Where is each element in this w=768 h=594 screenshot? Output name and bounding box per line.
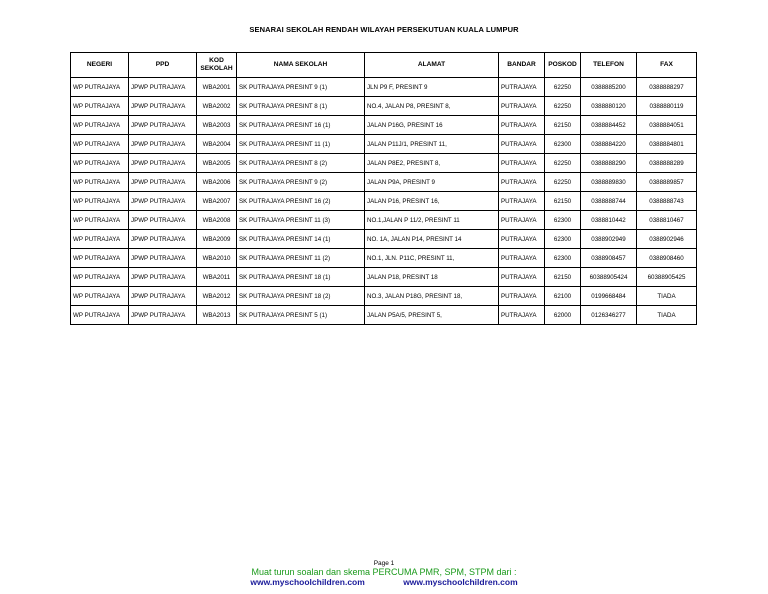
cell-fax: 0388889857 <box>637 173 697 192</box>
cell-bandar: PUTRAJAYA <box>499 211 545 230</box>
cell-bandar: PUTRAJAYA <box>499 287 545 306</box>
cell-alamat: JALAN P16G, PRESINT 16 <box>365 116 499 135</box>
cell-poskod: 62300 <box>545 135 581 154</box>
cell-negeri: WP PUTRAJAYA <box>71 230 129 249</box>
cell-negeri: WP PUTRAJAYA <box>71 268 129 287</box>
cell-alamat: NO.4, JALAN P8, PRESINT 8, <box>365 97 499 116</box>
cell-negeri: WP PUTRAJAYA <box>71 135 129 154</box>
cell-kod-sekolah: WBA2013 <box>197 306 237 325</box>
cell-alamat: NO.1, JLN. P11C, PRESINT 11, <box>365 249 499 268</box>
cell-kod-sekolah: WBA2010 <box>197 249 237 268</box>
cell-negeri: WP PUTRAJAYA <box>71 154 129 173</box>
cell-negeri: WP PUTRAJAYA <box>71 116 129 135</box>
website-link[interactable]: www.myschoolchildren.com <box>403 577 518 587</box>
cell-telefon: 0388885200 <box>581 78 637 97</box>
table-row <box>71 211 697 230</box>
cell-negeri: WP PUTRAJAYA <box>71 306 129 325</box>
column-header-ppd: PPD <box>129 53 197 78</box>
cell-ppd: JPWP PUTRAJAYA <box>129 287 197 306</box>
cell-kod-sekolah: WBA2006 <box>197 173 237 192</box>
cell-fax: 0388884801 <box>637 135 697 154</box>
column-header-alamat: ALAMAT <box>365 53 499 78</box>
cell-poskod: 62150 <box>545 268 581 287</box>
cell-kod-sekolah: WBA2007 <box>197 192 237 211</box>
table-header-row <box>71 53 697 78</box>
cell-bandar: PUTRAJAYA <box>499 154 545 173</box>
cell-kod-sekolah: WBA2011 <box>197 268 237 287</box>
table-row <box>71 249 697 268</box>
cell-nama-sekolah: SK PUTRAJAYA PRESINT 16 (2) <box>237 192 365 211</box>
cell-fax: 0388810467 <box>637 211 697 230</box>
cell-nama-sekolah: SK PUTRAJAYA PRESINT 11 (1) <box>237 135 365 154</box>
cell-bandar: PUTRAJAYA <box>499 268 545 287</box>
page-number: Page 1 <box>373 560 395 567</box>
cell-poskod: 62100 <box>545 287 581 306</box>
cell-telefon: 60388905424 <box>581 268 637 287</box>
cell-nama-sekolah: SK PUTRAJAYA PRESINT 18 (2) <box>237 287 365 306</box>
column-header-nama-sekolah: NAMA SEKOLAH <box>237 53 365 78</box>
cell-nama-sekolah: SK PUTRAJAYA PRESINT 9 (2) <box>237 173 365 192</box>
cell-nama-sekolah: SK PUTRAJAYA PRESINT 14 (1) <box>237 230 365 249</box>
table-row <box>71 192 697 211</box>
table-row <box>71 154 697 173</box>
cell-ppd: JPWP PUTRAJAYA <box>129 230 197 249</box>
cell-poskod: 62150 <box>545 116 581 135</box>
cell-nama-sekolah: SK PUTRAJAYA PRESINT 8 (1) <box>237 97 365 116</box>
cell-ppd: JPWP PUTRAJAYA <box>129 116 197 135</box>
cell-ppd: JPWP PUTRAJAYA <box>129 306 197 325</box>
column-header-negeri: NEGERI <box>71 53 129 78</box>
cell-telefon: 0388884220 <box>581 135 637 154</box>
document-title: SENARAI SEKOLAH RENDAH WILAYAH PERSEKUTUAN KUALA LUMPUR <box>249 25 519 34</box>
cell-poskod: 62250 <box>545 154 581 173</box>
table-row <box>71 287 697 306</box>
cell-alamat: NO. 1A, JALAN P14, PRESINT 14 <box>365 230 499 249</box>
cell-ppd: JPWP PUTRAJAYA <box>129 97 197 116</box>
cell-bandar: PUTRAJAYA <box>499 135 545 154</box>
cell-ppd: JPWP PUTRAJAYA <box>129 173 197 192</box>
cell-telefon: 0388902949 <box>581 230 637 249</box>
cell-negeri: WP PUTRAJAYA <box>71 78 129 97</box>
cell-ppd: JPWP PUTRAJAYA <box>129 154 197 173</box>
cell-alamat: JALAN P16, PRESINT 16, <box>365 192 499 211</box>
cell-nama-sekolah: SK PUTRAJAYA PRESINT 11 (2) <box>237 249 365 268</box>
table-row <box>71 116 697 135</box>
cell-alamat: JLN P9 F, PRESINT 9 <box>365 78 499 97</box>
cell-telefon: 0388884452 <box>581 116 637 135</box>
table-row <box>71 97 697 116</box>
cell-bandar: PUTRAJAYA <box>499 78 545 97</box>
table-row <box>71 268 697 287</box>
cell-poskod: 62000 <box>545 306 581 325</box>
cell-fax: TIADA <box>637 306 697 325</box>
cell-kod-sekolah: WBA2005 <box>197 154 237 173</box>
cell-bandar: PUTRAJAYA <box>499 97 545 116</box>
cell-fax: 0388888743 <box>637 192 697 211</box>
cell-ppd: JPWP PUTRAJAYA <box>129 249 197 268</box>
cell-telefon: 0388888290 <box>581 154 637 173</box>
cell-negeri: WP PUTRAJAYA <box>71 192 129 211</box>
cell-poskod: 62250 <box>545 78 581 97</box>
cell-fax: 0388884051 <box>637 116 697 135</box>
cell-telefon: 0388880120 <box>581 97 637 116</box>
cell-ppd: JPWP PUTRAJAYA <box>129 268 197 287</box>
cell-telefon: 0199668484 <box>581 287 637 306</box>
cell-kod-sekolah: WBA2001 <box>197 78 237 97</box>
cell-nama-sekolah: SK PUTRAJAYA PRESINT 9 (1) <box>237 78 365 97</box>
cell-poskod: 62150 <box>545 192 581 211</box>
cell-kod-sekolah: WBA2012 <box>197 287 237 306</box>
cell-alamat: JALAN P11J/1, PRESINT 11, <box>365 135 499 154</box>
cell-alamat: JALAN P9A, PRESINT 9 <box>365 173 499 192</box>
cell-poskod: 62300 <box>545 211 581 230</box>
cell-kod-sekolah: WBA2009 <box>197 230 237 249</box>
table-row <box>71 306 697 325</box>
cell-bandar: PUTRAJAYA <box>499 249 545 268</box>
cell-ppd: JPWP PUTRAJAYA <box>129 135 197 154</box>
cell-negeri: WP PUTRAJAYA <box>71 249 129 268</box>
column-header-kod-sekolah: KOD SEKOLAH <box>197 53 237 78</box>
cell-bandar: PUTRAJAYA <box>499 116 545 135</box>
cell-poskod: 62250 <box>545 173 581 192</box>
cell-negeri: WP PUTRAJAYA <box>71 173 129 192</box>
cell-bandar: PUTRAJAYA <box>499 192 545 211</box>
cell-fax: 60388905425 <box>637 268 697 287</box>
cell-bandar: PUTRAJAYA <box>499 230 545 249</box>
cell-nama-sekolah: SK PUTRAJAYA PRESINT 16 (1) <box>237 116 365 135</box>
table-row <box>71 173 697 192</box>
table-row <box>71 230 697 249</box>
table-row <box>71 135 697 154</box>
cell-poskod: 62300 <box>545 249 581 268</box>
cell-telefon: 0388908457 <box>581 249 637 268</box>
cell-alamat: JALAN P8E2, PRESINT 8, <box>365 154 499 173</box>
table-row <box>71 78 697 97</box>
school-table <box>70 52 697 325</box>
cell-telefon: 0388889830 <box>581 173 637 192</box>
cell-ppd: JPWP PUTRAJAYA <box>129 78 197 97</box>
column-header-bandar: BANDAR <box>499 53 545 78</box>
cell-alamat: NO.3, JALAN P18G, PRESINT 18, <box>365 287 499 306</box>
cell-kod-sekolah: WBA2002 <box>197 97 237 116</box>
cell-telefon: 0388888744 <box>581 192 637 211</box>
cell-kod-sekolah: WBA2008 <box>197 211 237 230</box>
cell-alamat: NO.1,JALAN P 11/2, PRESINT 11 <box>365 211 499 230</box>
cell-fax: 0388908460 <box>637 249 697 268</box>
cell-fax: 0388888289 <box>637 154 697 173</box>
cell-nama-sekolah: SK PUTRAJAYA PRESINT 5 (1) <box>237 306 365 325</box>
cell-kod-sekolah: WBA2004 <box>197 135 237 154</box>
cell-bandar: PUTRAJAYA <box>499 173 545 192</box>
footer-links <box>0 577 768 587</box>
column-header-poskod: POSKOD <box>545 53 581 78</box>
column-header-telefon: TELEFON <box>581 53 637 78</box>
website-link[interactable]: www.myschoolchildren.com <box>250 577 365 587</box>
cell-nama-sekolah: SK PUTRAJAYA PRESINT 18 (1) <box>237 268 365 287</box>
cell-fax: TIADA <box>637 287 697 306</box>
cell-ppd: JPWP PUTRAJAYA <box>129 192 197 211</box>
column-header-fax: FAX <box>637 53 697 78</box>
cell-fax: 0388880119 <box>637 97 697 116</box>
cell-kod-sekolah: WBA2003 <box>197 116 237 135</box>
cell-poskod: 62300 <box>545 230 581 249</box>
cell-fax: 0388888297 <box>637 78 697 97</box>
cell-negeri: WP PUTRAJAYA <box>71 287 129 306</box>
cell-fax: 0388902946 <box>637 230 697 249</box>
cell-bandar: PUTRAJAYA <box>499 306 545 325</box>
cell-telefon: 0126346277 <box>581 306 637 325</box>
cell-telefon: 0388810442 <box>581 211 637 230</box>
cell-ppd: JPWP PUTRAJAYA <box>129 211 197 230</box>
cell-negeri: WP PUTRAJAYA <box>71 211 129 230</box>
cell-nama-sekolah: SK PUTRAJAYA PRESINT 8 (2) <box>237 154 365 173</box>
cell-poskod: 62250 <box>545 97 581 116</box>
cell-alamat: JALAN P18, PRESINT 18 <box>365 268 499 287</box>
promo-text: Muat turun soalan dan skema PERCUMA PMR, SPM, STPM dari : <box>251 567 517 577</box>
cell-negeri: WP PUTRAJAYA <box>71 97 129 116</box>
cell-alamat: JALAN P5A/5, PRESINT 5, <box>365 306 499 325</box>
cell-nama-sekolah: SK PUTRAJAYA PRESINT 11 (3) <box>237 211 365 230</box>
